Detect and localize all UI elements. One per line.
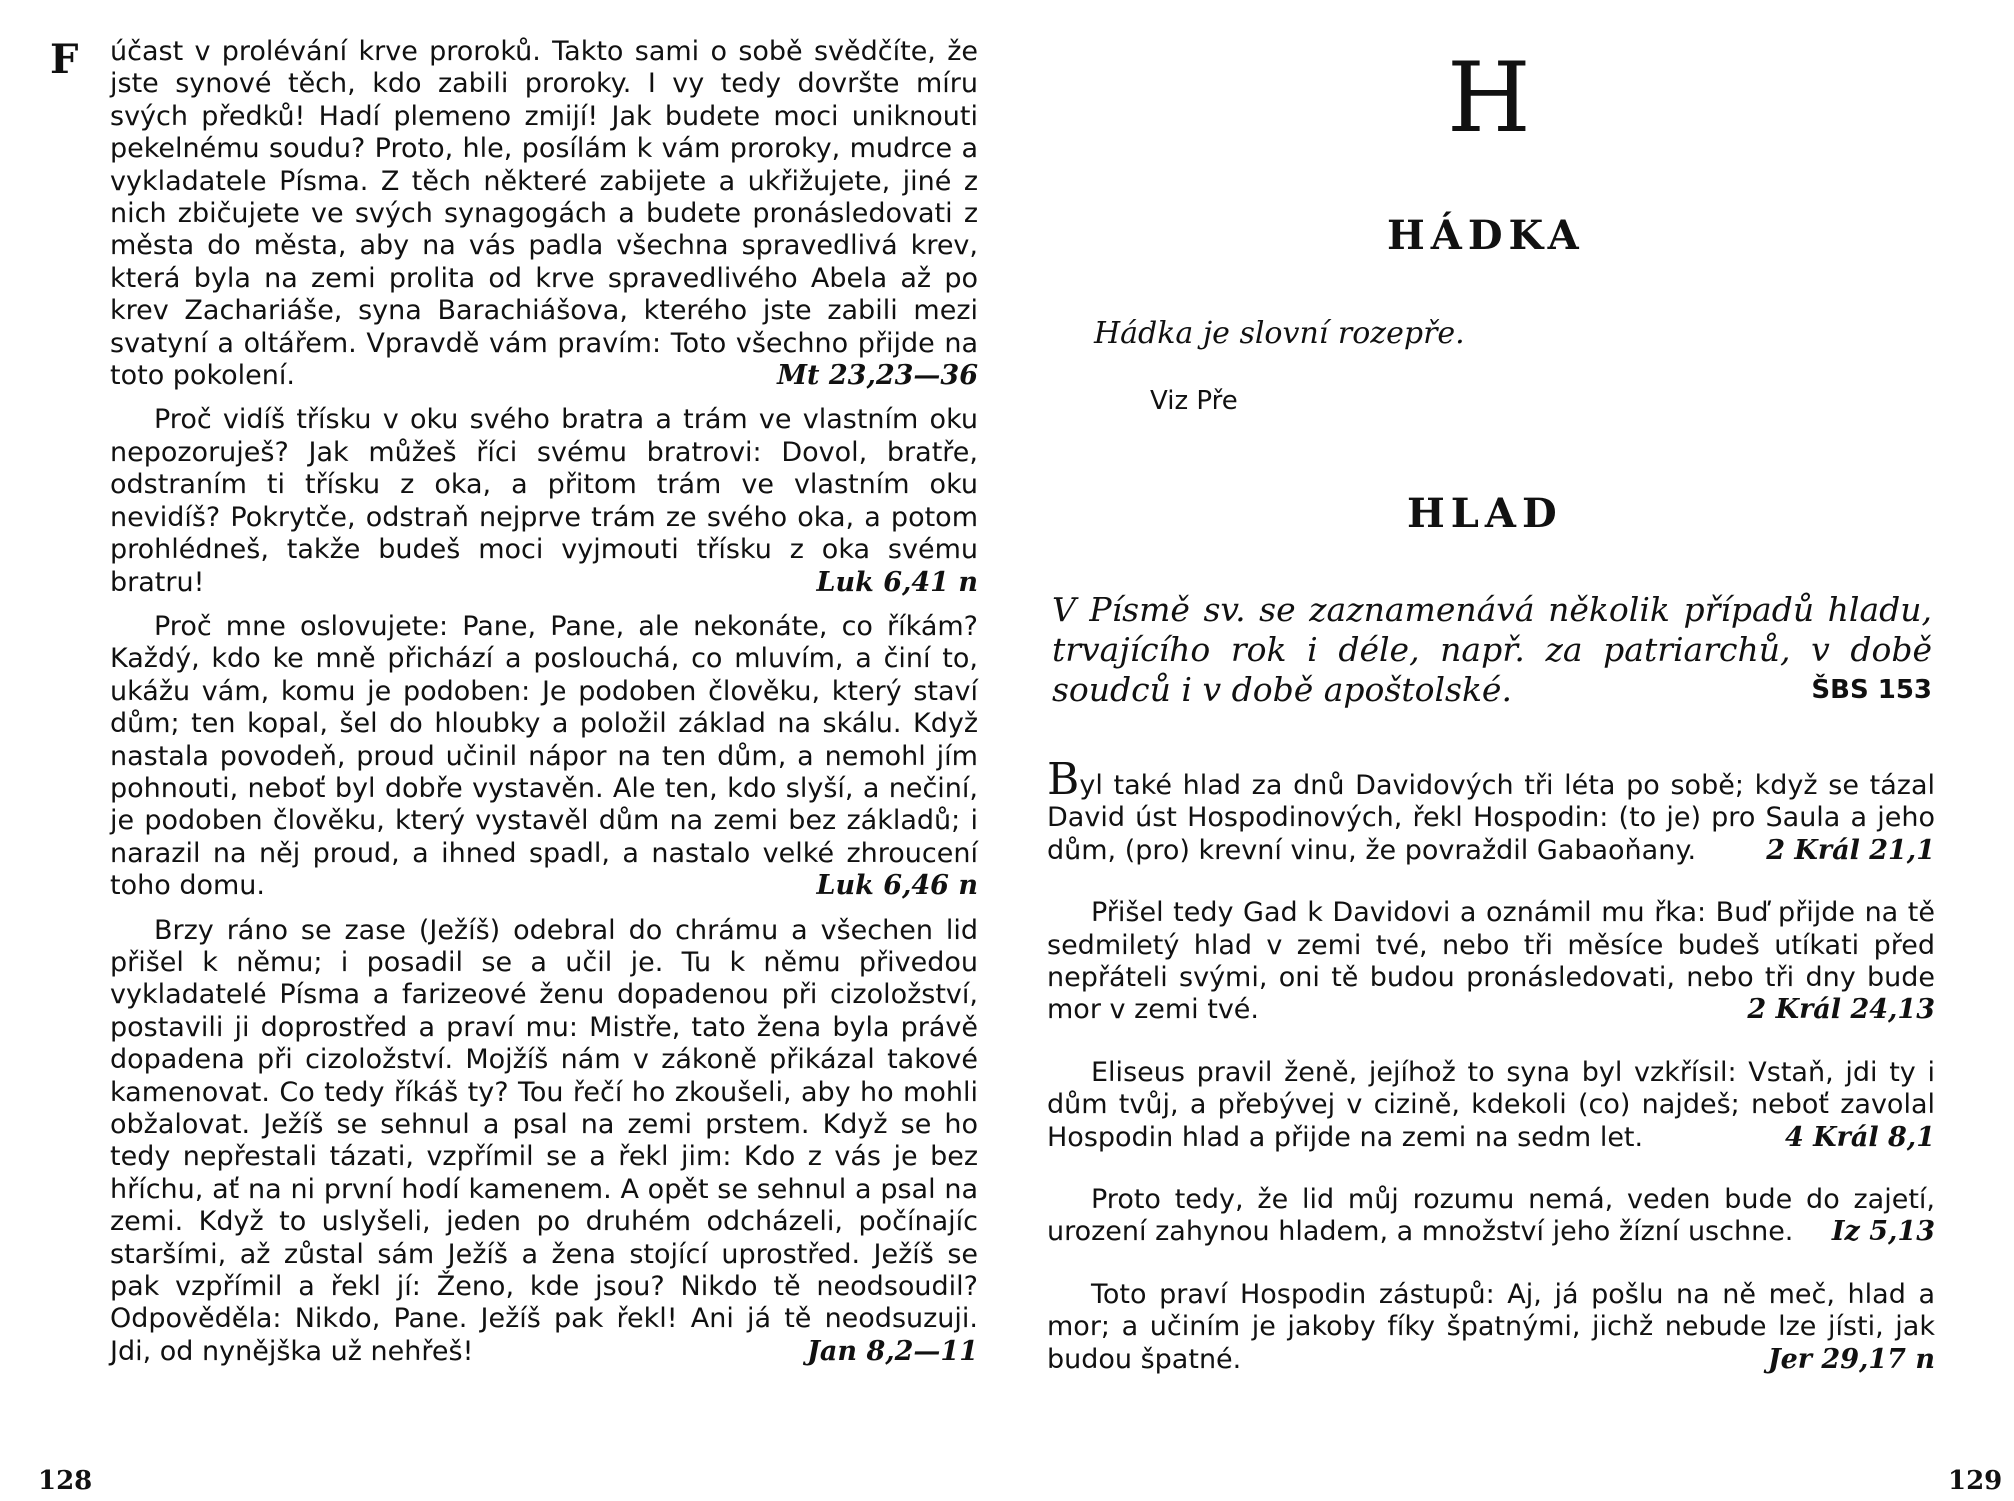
scripture-reference: 2 Král 21,1 [1766, 834, 1935, 866]
scripture-reference: Luk 6,41 n [816, 566, 978, 598]
definition-text: V Písmě sv. se zaznamenává několik případů hladu, trvajícího rok i déle, např. za patriarchů, v době soudců i v době apoštolské. [1052, 590, 1932, 709]
entry-definition: Hádka je slovní rozepře. [1094, 316, 1465, 351]
paragraph-text: Eliseus pravil ženě, jejíhož to syna byl vzkřísil: Vstaň, jdi ty i dům tvůj, a přebývej v cizině, kdekoli (co) najdeš; neboť zavolal Hospodin hlad a přijde na zemi na sedm let. [1047, 1056, 1935, 1153]
entry-definition [1052, 590, 1932, 710]
scripture-reference: 4 Král 8,1 [1784, 1121, 1935, 1153]
paragraph [1047, 754, 1935, 867]
right-column [1047, 754, 1935, 1406]
paragraph [1047, 1279, 1935, 1376]
scripture-reference: Jer 29,17 n [1767, 1343, 1935, 1375]
page-number: 129 [1948, 1466, 2003, 1496]
section-letter: H [1447, 42, 1531, 154]
paragraph [110, 404, 978, 598]
paragraph [1047, 897, 1935, 1027]
paragraph [1047, 1184, 1935, 1249]
left-column [110, 36, 978, 1380]
definition-source: ŠBS 153 [1811, 675, 1932, 705]
paragraph-text: Proto tedy, že lid můj rozumu nemá, veden bude do zajetí, urození zahynou hladem, a množství jeho žízní uschne. [1047, 1184, 1935, 1248]
paragraph-text: Proč vidíš třísku v oku svého bratra a trám ve vlastním oku nepozoruješ? Jak můžeš říci svému bratrovi: Dovol, bratře, odstraním ti třísku z oka, a přitom trám ve vlastním oku nevidíš? Pokrytče, odstraň nejprve trám ze svého oka, a potom prohlédneš, takže budeš moci vyjmouti třísku z oka svému bratru! [110, 404, 978, 598]
entry-title: HÁDKA [1387, 212, 1585, 259]
section-letter: F [50, 36, 79, 83]
scripture-reference: Iz 5,13 [1831, 1216, 1935, 1248]
scripture-reference: Luk 6,46 n [816, 870, 978, 902]
paragraph [110, 915, 978, 1369]
drop-cap: B [1047, 754, 1080, 805]
see-also: Viz Pře [1150, 386, 1238, 416]
paragraph-text: Proč mne oslovujete: Pane, Pane, ale nekonáte, co říkám? Každý, kdo ke mně přichází a poslouchá, co mluvím, a činí to, ukážu vám, komu je podoben: Je podoben člověku, který staví dům; ten kopal, šel do hloubky a položil základ na skálu. Když nastala povodeň, proud učinil nápor na ten dům, a nemohl jím pohnouti, neboť byl dobře vystavěn. Ale ten, kdo slyší, a nečiní, je podoben člověku, který vystavěl dům na zemi bez základů; i narazil na něj proud, a ihned spadl, a nastalo velké zhroucení toho domu. [110, 610, 978, 902]
paragraph-text: Přišel tedy Gad k Davidovi a oznámil mu řka: Buď přijde na tě sedmiletý hlad v zemi tvé, nebo tři měsíce budeš utíkati před nepřáteli svými, oni tě budou pronásledovati, nebo tři dny bude mor v zemi tvé. [1047, 897, 1935, 1026]
scripture-reference: Jan 8,2—11 [807, 1335, 978, 1367]
paragraph [110, 36, 978, 392]
scripture-reference: Mt 23,23—36 [777, 360, 978, 392]
entry-title: HLAD [1407, 490, 1563, 537]
paragraph-text: Brzy ráno se zase (Ježíš) odebral do chrámu a všechen lid přišel k němu; i posadil se a učil je. Tu k němu přivedou vykladatelé Písma a farizeové ženu dopadenou při cizoložství, postavili ji doprostřed a praví mu: Mistře, tato žena byla právě dopadena při cizoložství. Mojžíš nám v zákoně přikázal takové kamenovat. Co tedy říkáš ty? Tou řečí ho zkoušeli, aby ho mohli obžalovat. Ježíš se sehnul a psal na zemi prstem. Když se ho tedy nepřestali tázati, vzpřímil se a řekl jim: Kdo z vás je bez hříchu, ať na ni první hodí kamenem. A opět se sehnul a psal na zemi. Když to uslyšeli, jeden po druhém odcházeli, počínajíc staršími, až zůstal sám Ježíš a žena stojící uprostřed. Ježíš se pak vzpřímil a řekl jí: Ženo, kde jsou? Nikdo tě neodsoudil? Odpověděla: Nikdo, Pane. Ježíš pak řekl! Ani já tě neodsuzuji. Jdi, od nynějška už nehřeš! [110, 914, 978, 1367]
right-page [1007, 0, 2014, 1501]
paragraph [1047, 1057, 1935, 1154]
paragraph-text: Toto praví Hospodin zástupů: Aj, já pošlu na ně meč, hlad a mor; a učiním je jakoby fíky špatnými, jichž nebude lze jísti, jak budou špatné. [1047, 1278, 1935, 1375]
paragraph-text: účast v prolévání krve proroků. Takto sami o sobě svědčíte, že jste synové těch, kdo zabili proroky. I vy tedy dovršte míru svých předků! Hadí plemeno zmijí! Jak budete moci uniknouti pekelnému soudu? Proto, hle, posílám k vám proroky, mudrce a vykladatele Písma. Z těch některé zabijete a ukřižujete, jiné z nich zbičujete ve svých synagogách a budete pronásledovati z města do města, aby na vás padla všechna spravedlivá krev, která byla na zemi prolita od krve spravedlivého Abela až po krev Zachariáše, syna Barachiášova, kterého jste zabili mezi svatyní a oltářem. Vpravdě vám pravím: Toto všechno přijde na toto pokolení. [110, 36, 978, 392]
page-number: 128 [38, 1466, 93, 1496]
paragraph-text: yl také hlad za dnů Davidových tři léta po sobě; když se tázal David úst Hospodinových, řekl Hospodin: (to je) pro Saula a jeho dům, (pro) krevní vinu, že povraždil Gabaoňany. [1047, 770, 1935, 866]
paragraph [110, 611, 978, 903]
scripture-reference: 2 Král 24,13 [1747, 994, 1935, 1026]
